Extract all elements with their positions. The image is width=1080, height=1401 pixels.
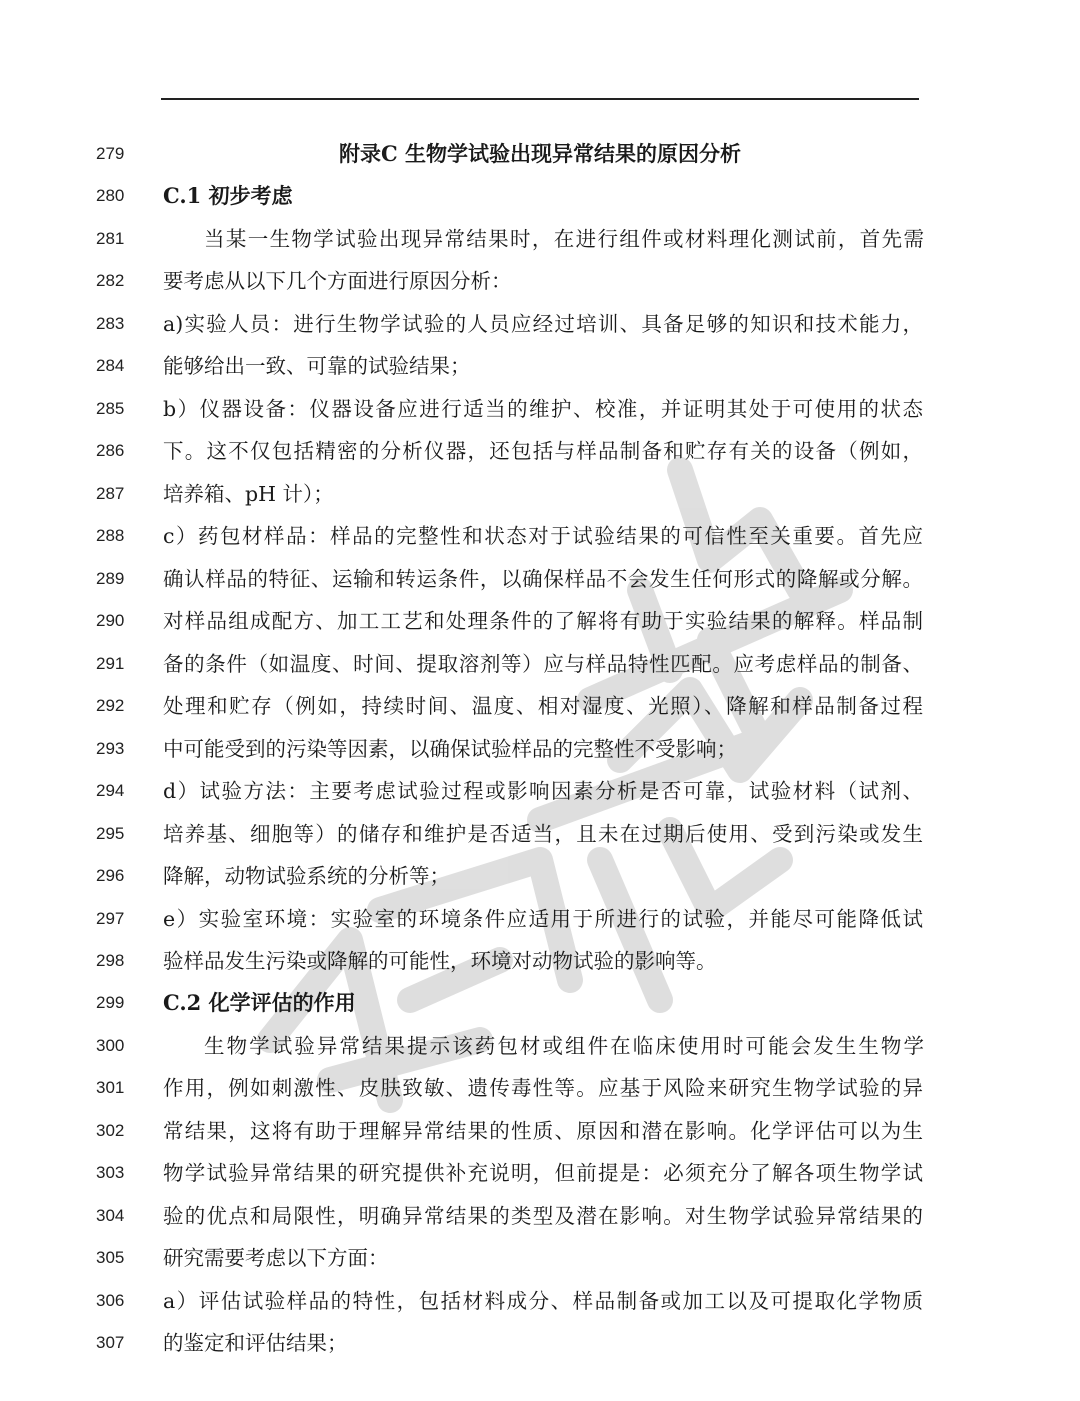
paragraph-text: 降解，动物试验系统的分析等； xyxy=(163,864,450,888)
line-number: 280 xyxy=(96,186,125,205)
doc-line xyxy=(0,904,1080,934)
line-number: 305 xyxy=(96,1248,125,1267)
header-rule xyxy=(161,98,919,100)
line-number: 300 xyxy=(96,1036,125,1055)
doc-line xyxy=(0,819,1080,849)
line-number: 281 xyxy=(96,229,125,248)
line-number: 296 xyxy=(96,866,125,885)
line-number: 284 xyxy=(96,356,125,375)
paragraph-text: 能够给出一致、可靠的试验结果； xyxy=(163,354,471,378)
paragraph-text: 培养基、细胞等）的储存和维护是否适当，且未在过期后使用、受到污染或发生 xyxy=(163,822,923,846)
paragraph-text: a）评估试验样品的特性，包括材料成分、样品制备或加工以及可提取化学物质 xyxy=(163,1289,923,1313)
paragraph-text: 下。这不仅包括精密的分析仪器，还包括与样品制备和贮存有关的设备（例如， xyxy=(163,439,923,463)
line-number: 304 xyxy=(96,1206,125,1225)
section-heading: C.2 化学评估的作用 xyxy=(163,990,356,1015)
paragraph-text: 确认样品的特征、运输和转运条件，以确保样品不会发生任何形式的降解或分解。 xyxy=(163,567,923,591)
paragraph-text: d）试验方法：主要考虑试验过程或影响因素分析是否可靠，试验材料（试剂、 xyxy=(163,779,923,803)
line-number: 307 xyxy=(96,1333,125,1352)
paragraph-text: a)实验人员：进行生物学试验的人员应经过培训、具备足够的知识和技术能力， xyxy=(163,312,923,336)
doc-line xyxy=(0,521,1080,551)
doc-line xyxy=(0,1158,1080,1188)
line-number: 285 xyxy=(96,399,125,418)
paragraph-text: 中可能受到的污染等因素，以确保试验样品的完整性不受影响； xyxy=(163,737,737,761)
paragraph-text: 常结果，这将有助于理解异常结果的性质、原因和潜在影响。化学评估可以为生 xyxy=(163,1119,923,1143)
paragraph-text: c）药包材样品：样品的完整性和状态对于试验结果的可信性至关重要。首先应 xyxy=(163,524,923,548)
doc-line xyxy=(0,309,1080,339)
doc-line xyxy=(0,139,1080,169)
line-number: 290 xyxy=(96,611,125,630)
paragraph-text: 处理和贮存（例如，持续时间、温度、相对湿度、光照）、降解和样品制备过程 xyxy=(163,694,923,718)
paragraph-text: 研究需要考虑以下方面： xyxy=(163,1246,389,1270)
line-number: 279 xyxy=(96,144,125,163)
line-number: 302 xyxy=(96,1121,125,1140)
line-number: 295 xyxy=(96,824,125,843)
doc-line xyxy=(0,861,1080,891)
doc-line xyxy=(0,988,1080,1018)
line-number: 292 xyxy=(96,696,125,715)
doc-line xyxy=(0,479,1080,509)
paragraph-text: 验样品发生污染或降解的可能性，环境对动物试验的影响等。 xyxy=(163,949,717,973)
paragraph-text: b）仪器设备：仪器设备应进行适当的维护、校准，并证明其处于可使用的状态 xyxy=(163,397,923,421)
doc-line xyxy=(0,1328,1080,1358)
paragraph-text: 培养箱、pH 计）； xyxy=(163,482,334,506)
doc-line xyxy=(0,1201,1080,1231)
line-number: 293 xyxy=(96,739,125,758)
doc-line xyxy=(0,649,1080,679)
doc-line xyxy=(0,776,1080,806)
line-number: 298 xyxy=(96,951,125,970)
paragraph-text: 生物学试验异常结果提示该药包材或组件在临床使用时可能会发生生物学 xyxy=(204,1034,924,1058)
paragraph-text: 备的条件（如温度、时间、提取溶剂等）应与样品特性匹配。应考虑样品的制备、 xyxy=(163,652,923,676)
section-heading: C.1 初步考虑 xyxy=(163,183,293,208)
line-number: 291 xyxy=(96,654,125,673)
line-number: 286 xyxy=(96,441,125,460)
line-number: 299 xyxy=(96,993,125,1012)
doc-line xyxy=(0,734,1080,764)
doc-line xyxy=(0,564,1080,594)
doc-line xyxy=(0,946,1080,976)
appendix-title: 附录C 生物学试验出现异常结果的原因分析 xyxy=(338,141,742,166)
line-number: 283 xyxy=(96,314,125,333)
paragraph-text: 对样品组成配方、加工工艺和处理条件的了解将有助于实验结果的解释。样品制 xyxy=(163,609,923,633)
line-number: 287 xyxy=(96,484,125,503)
doc-line xyxy=(0,1286,1080,1316)
line-number: 288 xyxy=(96,526,125,545)
doc-line xyxy=(0,691,1080,721)
doc-line xyxy=(0,181,1080,211)
line-number: 303 xyxy=(96,1163,125,1182)
doc-line xyxy=(0,1073,1080,1103)
line-number: 297 xyxy=(96,909,125,928)
doc-line xyxy=(0,436,1080,466)
paragraph-text: 的鉴定和评估结果； xyxy=(163,1331,348,1355)
doc-line xyxy=(0,394,1080,424)
line-number: 282 xyxy=(96,271,125,290)
doc-line xyxy=(0,266,1080,296)
paragraph-text: 验的优点和局限性，明确异常结果的类型及潜在影响。对生物学试验异常结果的 xyxy=(163,1204,923,1228)
doc-line xyxy=(0,1116,1080,1146)
doc-line xyxy=(0,224,1080,254)
paragraph-text: 当某一生物学试验出现异常结果时，在进行组件或材料理化测试前，首先需 xyxy=(204,227,924,251)
line-number: 306 xyxy=(96,1291,125,1310)
paragraph-text: e）实验室环境：实验室的环境条件应适用于所进行的试验，并能尽可能降低试 xyxy=(163,907,923,931)
paragraph-text: 作用，例如刺激性、皮肤致敏、遗传毒性等。应基于风险来研究生物学试验的异 xyxy=(163,1076,923,1100)
line-number: 289 xyxy=(96,569,125,588)
paragraph-text: 要考虑从以下几个方面进行原因分析： xyxy=(163,269,512,293)
doc-line xyxy=(0,606,1080,636)
doc-line xyxy=(0,351,1080,381)
line-number: 294 xyxy=(96,781,125,800)
doc-line xyxy=(0,1243,1080,1273)
line-number: 301 xyxy=(96,1078,125,1097)
paragraph-text: 物学试验异常结果的研究提供补充说明，但前提是：必须充分了解各项生物学试 xyxy=(163,1161,923,1185)
doc-line xyxy=(0,1031,1080,1061)
